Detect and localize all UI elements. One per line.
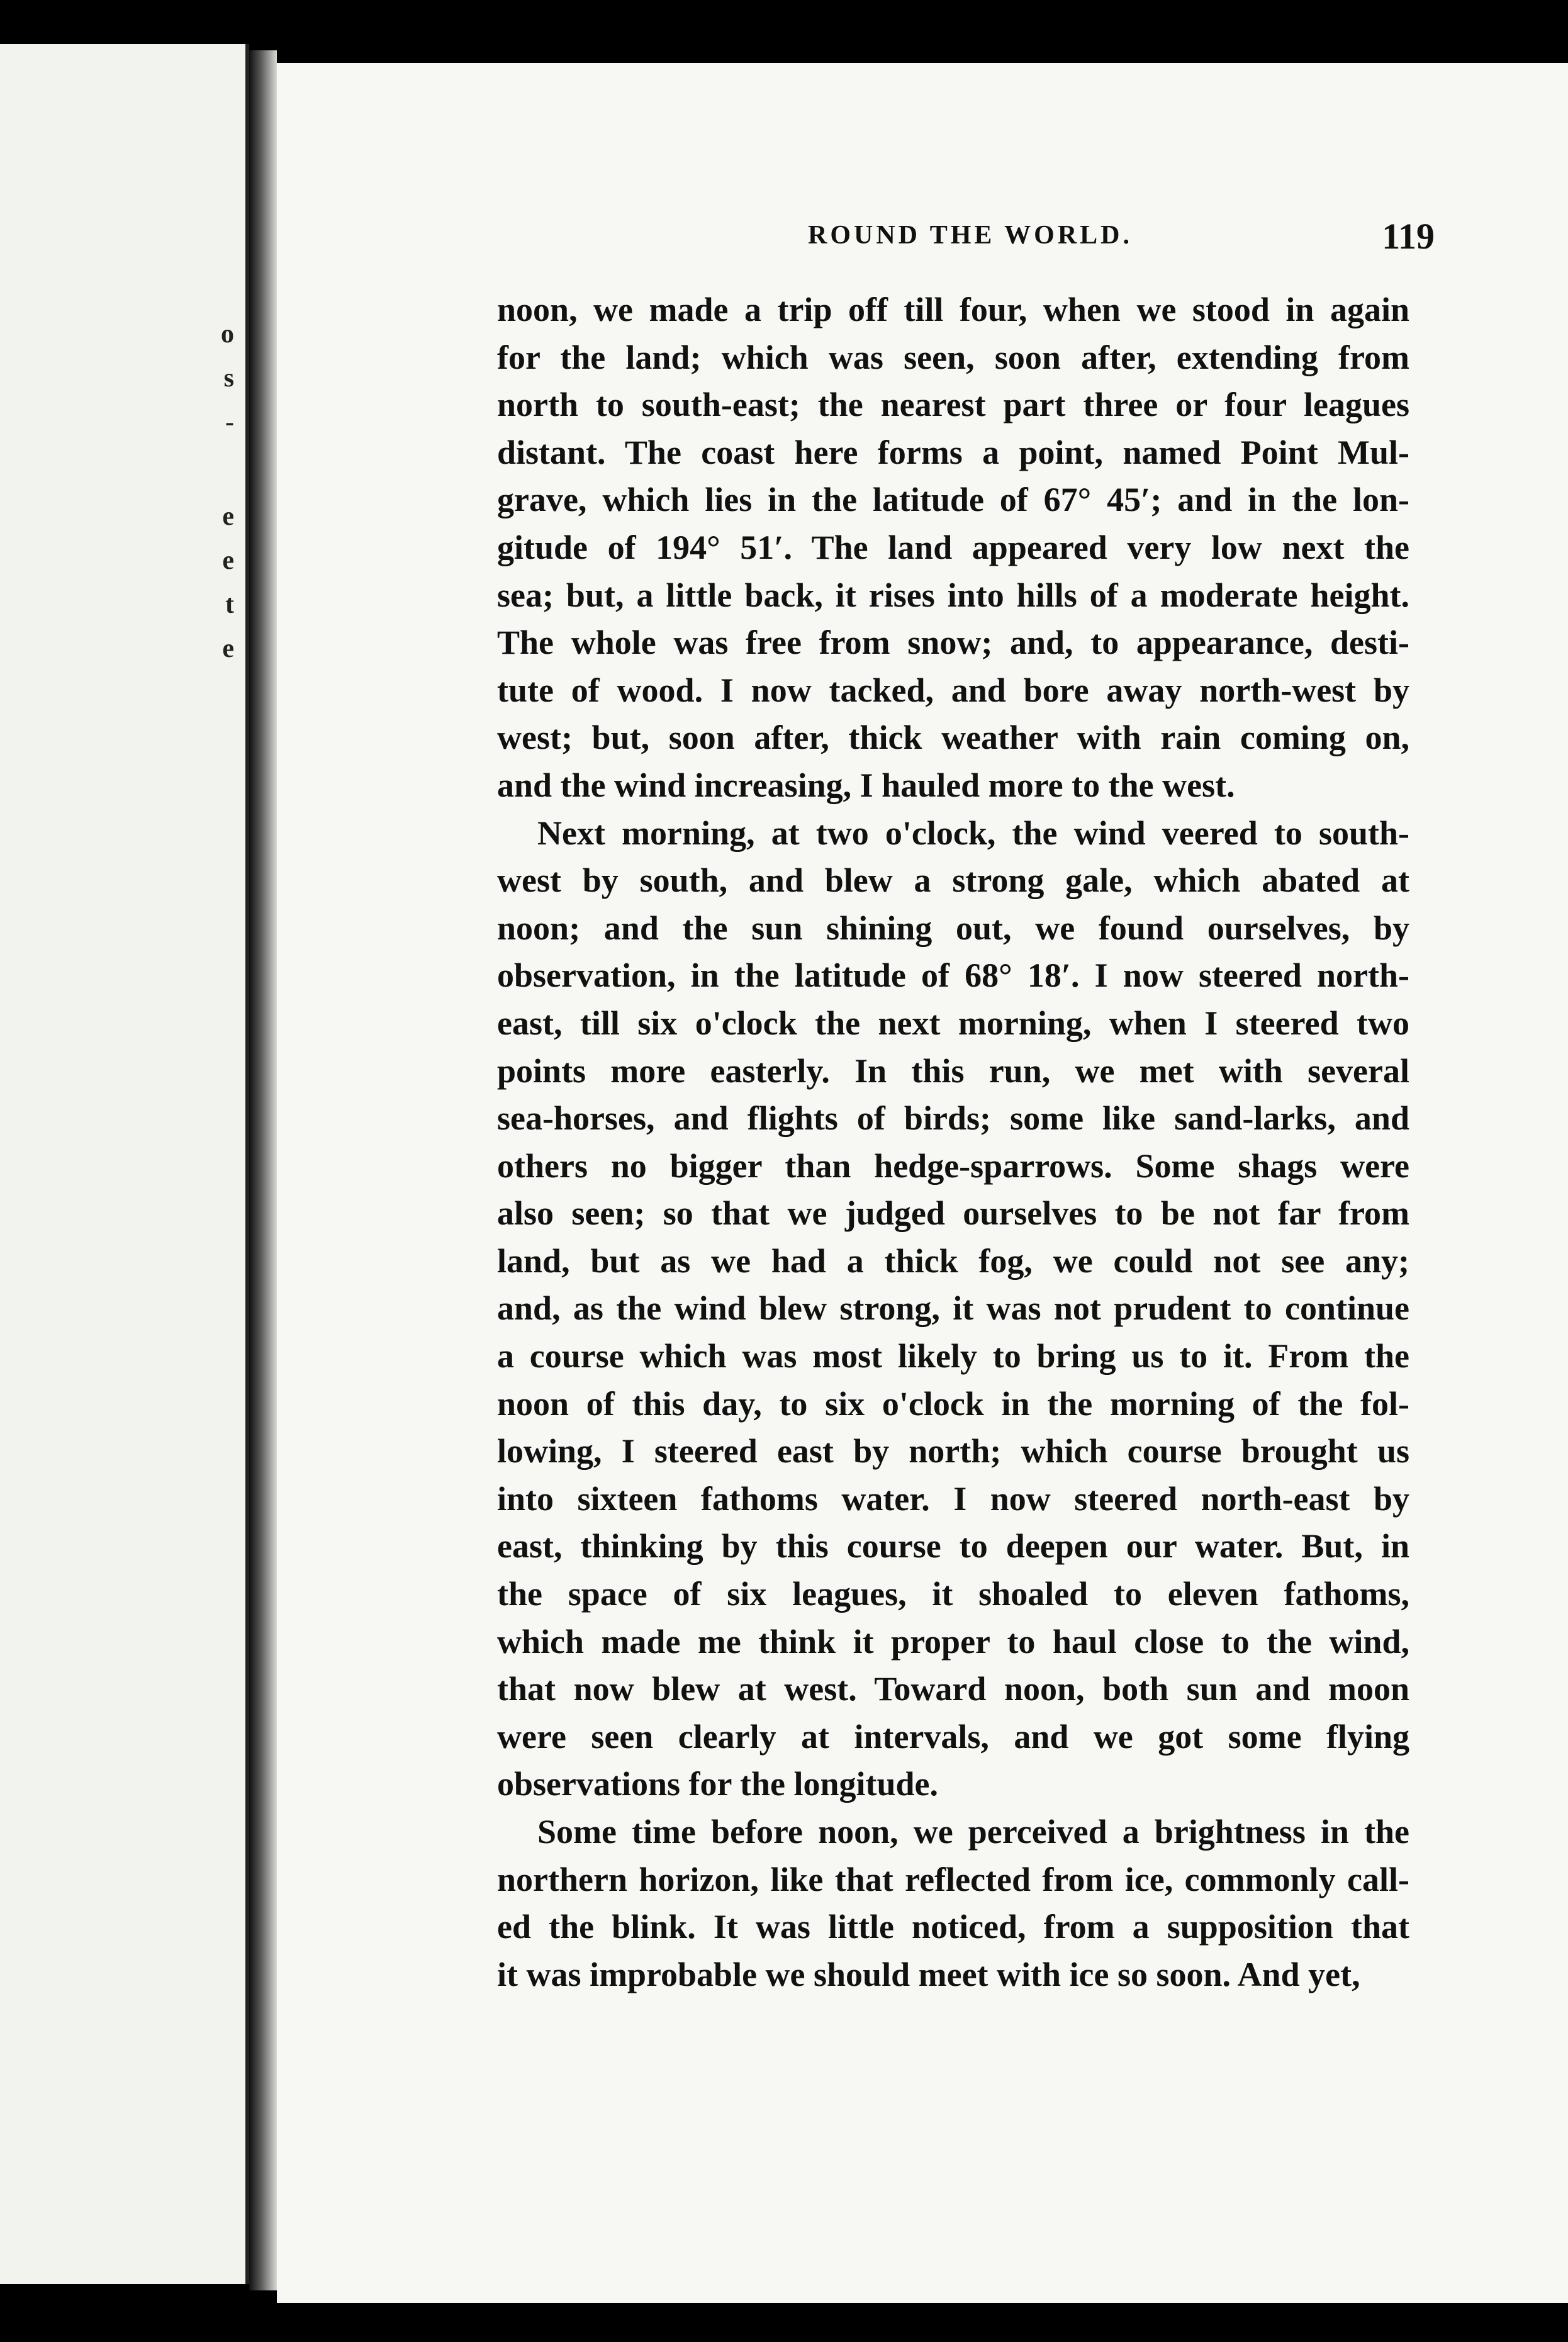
page-body-text [497, 286, 1409, 1998]
text-line: it was improbable we should meet with ice so soon. And yet, [497, 1955, 1360, 1993]
paragraph [497, 1808, 1409, 1998]
running-head: ROUND THE WORLD. [808, 221, 1133, 250]
text-line: points more easterly. In this run, we met with several [497, 1051, 1409, 1090]
book-gutter [249, 50, 277, 2290]
text-line: noon, we made a trip off till four, when we stood in again [497, 291, 1409, 328]
text-line: Next morning, at two o'clock, the wind veered to south- [537, 814, 1409, 852]
text-line: distant. The coast here forms a point, named Point Mul- [497, 433, 1409, 471]
text-line: gitude of 194° 51′. The land appeared very low next the [497, 528, 1409, 566]
fragment: o [221, 320, 234, 349]
text-line: noon; and the sun shining out, we found ourselves, by [497, 909, 1409, 947]
text-line: east, till six o'clock the next morning, when I steered two [497, 1004, 1409, 1042]
text-line: a course which was most likely to bring us to it. From the [497, 1337, 1409, 1376]
text-line: sea; but, a little back, it rises into hills of a moderate height. [497, 576, 1409, 614]
text-line: the space of six leagues, it shoaled to eleven fathoms, [497, 1575, 1409, 1613]
text-line: Some time before noon, we perceived a brightness in the [537, 1813, 1409, 1851]
text-line: noon of this day, to six o'clock in the morning of the fol- [497, 1384, 1409, 1423]
text-line: others no bigger than hedge-sparrows. Some shags were [497, 1146, 1409, 1185]
fragment: t [225, 590, 234, 619]
fragment: e [222, 546, 234, 575]
fragment: s [223, 364, 234, 393]
text-line: ed the blink. It was little noticed, from a supposition that [497, 1908, 1409, 1946]
text-line: observations for the longitude. [497, 1765, 939, 1803]
text-line: lowing, I steered east by north; which course brought us [497, 1432, 1409, 1471]
text-line: sea-horses, and flights of birds; some like sand-larks, and [497, 1099, 1409, 1138]
text-line: north to south-east; the nearest part three or four leagues [497, 386, 1409, 424]
paragraph [497, 810, 1409, 1808]
fragment: e [222, 634, 234, 663]
right-page [277, 63, 1568, 2303]
left-page-edge [0, 44, 249, 2284]
text-line: grave, which lies in the latitude of 67° 45′; and in the lon- [497, 481, 1409, 519]
paragraph [497, 286, 1409, 810]
text-line: land, but as we had a thick fog, we could not see any; [497, 1241, 1409, 1280]
text-line: west by south, and blew a strong gale, which abated at [497, 861, 1409, 900]
text-line: The whole was free from snow; and, to appearance, desti- [497, 624, 1409, 662]
text-line: observation, in the latitude of 68° 18′. I now steered north- [497, 956, 1409, 995]
text-line: also seen; so that we judged ourselves to be not far from [497, 1194, 1409, 1233]
text-line: which made me think it proper to haul close to the wind, [497, 1622, 1409, 1661]
text-line: tute of wood. I now tacked, and bore away north-west by [497, 671, 1409, 709]
page-number: 119 [1382, 216, 1435, 257]
text-line: east, thinking by this course to deepen our water. But, in [497, 1527, 1409, 1566]
text-line: that now blew at west. Toward noon, both sun and moon [497, 1670, 1409, 1708]
text-line: for the land; which was seen, soon after, extending from [497, 338, 1409, 376]
fragment: - [225, 408, 234, 437]
text-line: were seen clearly at intervals, and we got some flying [497, 1717, 1409, 1756]
text-line: west; but, soon after, thick weather with rain coming on, [497, 719, 1409, 757]
fragment: e [222, 502, 234, 531]
text-line: northern horizon, like that reflected from ice, commonly call- [497, 1860, 1409, 1898]
page-header [277, 216, 1435, 271]
text-line: and, as the wind blew strong, it was not prudent to continue [497, 1289, 1409, 1328]
text-line: and the wind increasing, I hauled more to the west. [497, 766, 1235, 804]
text-line: into sixteen fathoms water. I now steered north-east by [497, 1479, 1409, 1518]
